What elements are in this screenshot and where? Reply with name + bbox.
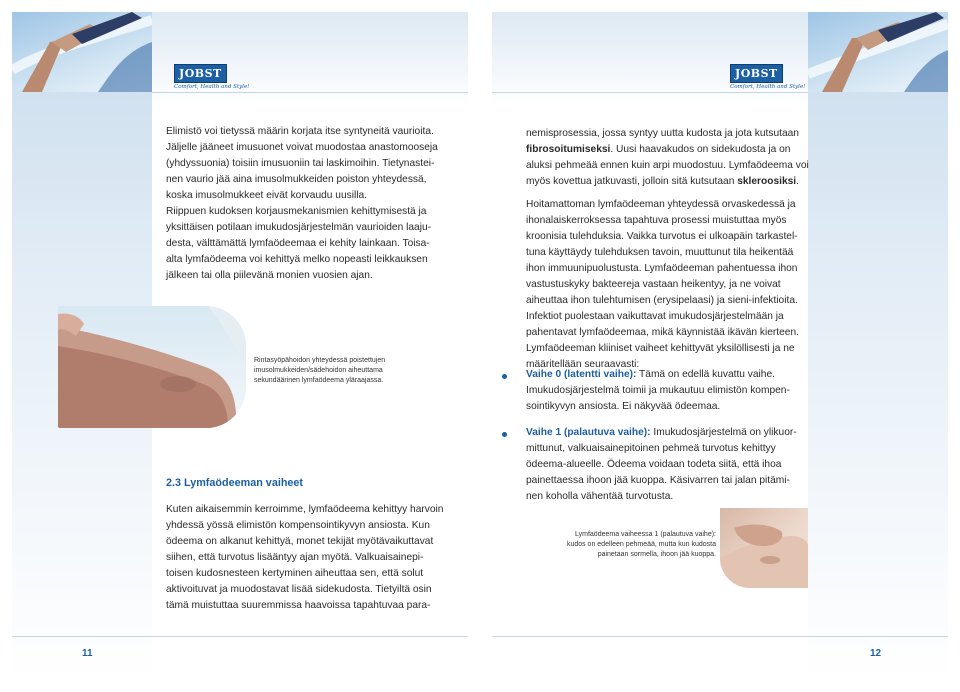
bullet-icon (502, 432, 507, 437)
page-gutter (468, 12, 492, 680)
term-skleroosi: skleroosiksi (737, 176, 797, 187)
text-line: kroonisia tulehduksia. Vaikka turvotus ei ulkoapäin tarkastel- (526, 231, 798, 242)
runner-legs-right-icon (808, 12, 948, 92)
text-line: aktivoituvat ja muodostavat lisää sidekudosta. Tietyiltä osin (166, 584, 432, 595)
text-line: Tämä on edellä kuvattu vaihe. (636, 369, 775, 380)
text-line: koska imusolmukkeet eivät korvaudu uusilla. (166, 190, 368, 201)
caption-line: sekundäärinen lymfaödeema yläraajassa. (254, 377, 384, 384)
text-line: myös kovettua jatkuvasti, jolloin sitä kutsutaan (526, 176, 738, 187)
finger-press-photo (720, 508, 808, 588)
swollen-arm-photo (58, 306, 246, 428)
jobst-logo-right (730, 64, 806, 90)
text-line: yksittäisen potilaan imukudosjärjestelmän vaurioiden laaju- (166, 222, 432, 233)
text-line: tämä muistuttaa suuremmissa haavoissa tapahtuvaa para- (166, 600, 431, 611)
logo-tagline: Comfort, Health and Style! (174, 84, 250, 90)
text-line: siihen, että turvotus lisääntyy ajan myötä. Valkuaisainepi- (166, 552, 424, 563)
text-line: (yhdyssuonia) toisiin imusuoniin tai laskimoihin. Tietynastei- (166, 158, 435, 169)
text-line: ihon immuunipuolustusta. Lymfaödeeman pahentuessa ihon (526, 263, 798, 274)
runner-photo-right (808, 12, 948, 92)
text-line: ihonalaiskerroksessa tapahtuva prosessi muistuttaa myös (526, 215, 787, 226)
text-line: määritellään seuraavasti: (526, 359, 640, 370)
runner-photo-left (12, 12, 152, 92)
stage-1-item (526, 425, 812, 505)
text-line: Imukudosjärjestelmä on ylikuor- (650, 427, 797, 438)
stage-0-label: Vaihe 0 (latentti vaihe): (526, 369, 637, 380)
text-line: toisen kudosnesteen kertyminen aiheuttaa sen, että solut (166, 568, 424, 579)
term-fibrosoituminen: fibrosoitumiseksi (526, 144, 611, 155)
text-line: alta lymfaödeema voi kehittyä melko nopeasti leikkauksen (166, 254, 428, 265)
text-line: Riippuen kudoksen korjausmekanismien kehittymisestä ja (166, 206, 427, 217)
caption-line: Rintasyöpähoidon yhteydessä poistettujen (254, 357, 386, 364)
right-sidebar-band (808, 12, 948, 680)
page-number-left: 11 (82, 648, 93, 659)
text-line: mittunut, valkuaisainepitoinen pehmeä turvotus kehittyy (526, 443, 776, 454)
bullet-icon (502, 374, 507, 379)
press-photo-caption (556, 530, 716, 560)
text-line: Lymfaödeeman kliiniset vaiheet kehittyvät yksilöllisesti ja ne (526, 343, 795, 354)
text-line: Imukudosjärjestelmä toimii ja mukautuu elimistön kompen- (526, 385, 790, 396)
text-line: aiheuttaa ihon tulehtumisen (erysipelaasi) ja sieni-infektioita. (526, 295, 798, 306)
caption-line: Lymfaödeema vaiheessa 1 (palautuva vaihe): (575, 531, 716, 538)
text-line: Kuten aikaisemmin kerroimme, lymfaödeema kehittyy harvoin (166, 504, 444, 515)
text-line: Jäljelle jääneet imusuonet voivat muodostaa anastomooseja (166, 142, 438, 153)
logo-wordmark: JOBST (174, 64, 227, 83)
text-line: . (796, 176, 799, 187)
text-line: ödeema on alkanut kehittyä, monet tekijät myötävaikuttavat (166, 536, 434, 547)
text-line: Infektiot puolestaan vaikuttavat imukudosjärjestelmään ja (526, 311, 784, 322)
arm-photo-caption (254, 356, 434, 386)
caption-line: painetaan sormella, ihoon jää kuoppa. (597, 551, 716, 558)
left-body-text (166, 124, 456, 284)
text-line: tuna käyttäydy tulehduksen tavoin, muuttunut tila heikentää (526, 247, 794, 258)
text-line: nen koholla vähentää turvotusta. (526, 491, 674, 502)
page-number-right: 12 (870, 648, 882, 659)
text-line: ödeema-alueelle. Ödeema voidaan todeta siitä, että ihoa (526, 459, 782, 470)
jobst-logo-left (174, 64, 250, 90)
header-rule-left (152, 92, 468, 93)
text-line: vastustuskyky bakteereja vastaan heikentyy, ja ne voivat (526, 279, 781, 290)
right-paragraph-2 (526, 197, 812, 373)
text-line: painettaessa ihoon jää kuoppa. Käsivarren tai jalan pitämi- (526, 475, 790, 486)
text-line: desta, välttämättä lymfaödeemaa ei kehity lainkaan. Toisa- (166, 238, 430, 249)
arm-illustration-icon (58, 306, 246, 428)
header-rule-right (492, 92, 808, 93)
text-line: yhdessä yössä elimistön kompensointikyvyn ansiosta. Kun (166, 520, 430, 531)
logo-wordmark: JOBST (730, 64, 783, 83)
left-paragraph-2 (166, 204, 456, 284)
caption-line: kudos on edelleen pehmeää, mutta kun kudosta (566, 541, 716, 548)
text-line: aluksi pehmeää ennen kuin arpi muodostuu. Lymfaödeema voi (526, 160, 809, 171)
text-line: nen vaurio jää aina imusolmukkeiden poiston yhteydessä, (166, 174, 427, 185)
text-line: Elimistö voi tietyssä määrin korjata itse syntyneitä vaurioita. (166, 126, 434, 137)
text-line: . Uusi haavakudos on sidekudosta ja on (610, 144, 791, 155)
text-line: sointikyvyn ansiosta. Ei näkyvää ödeemaa. (526, 401, 721, 412)
text-line: jälkeen tai olla piilevänä monien vuosien ajan. (166, 270, 373, 281)
stage-0-item (526, 367, 812, 415)
section-heading: 2.3 Lymfaödeeman vaiheet (166, 477, 304, 489)
finger-press-icon (720, 508, 808, 588)
runner-legs-left-icon (12, 12, 152, 92)
text-line: nemisprosessia, jossa syntyy uutta kudosta ja jota kutsutaan (526, 128, 799, 139)
left-section-text (166, 502, 456, 614)
logo-tagline: Comfort, Health and Style! (730, 84, 806, 90)
text-line: Hoitamattoman lymfaödeeman yhteydessä orvaskedessä ja (526, 199, 796, 210)
text-line: pahentavat lymfaödeemaa, mikä käynnistää ikävän kierteen. (526, 327, 799, 338)
right-paragraph-1 (526, 126, 812, 190)
left-paragraph-1 (166, 124, 456, 204)
footer-rule-left (12, 636, 468, 637)
caption-line: imusolmukkeiden/sädehoidon aiheuttama (254, 367, 383, 374)
stage-1-label: Vaihe 1 (palautuva vaihe): (526, 427, 651, 438)
footer-rule-right (492, 636, 948, 637)
